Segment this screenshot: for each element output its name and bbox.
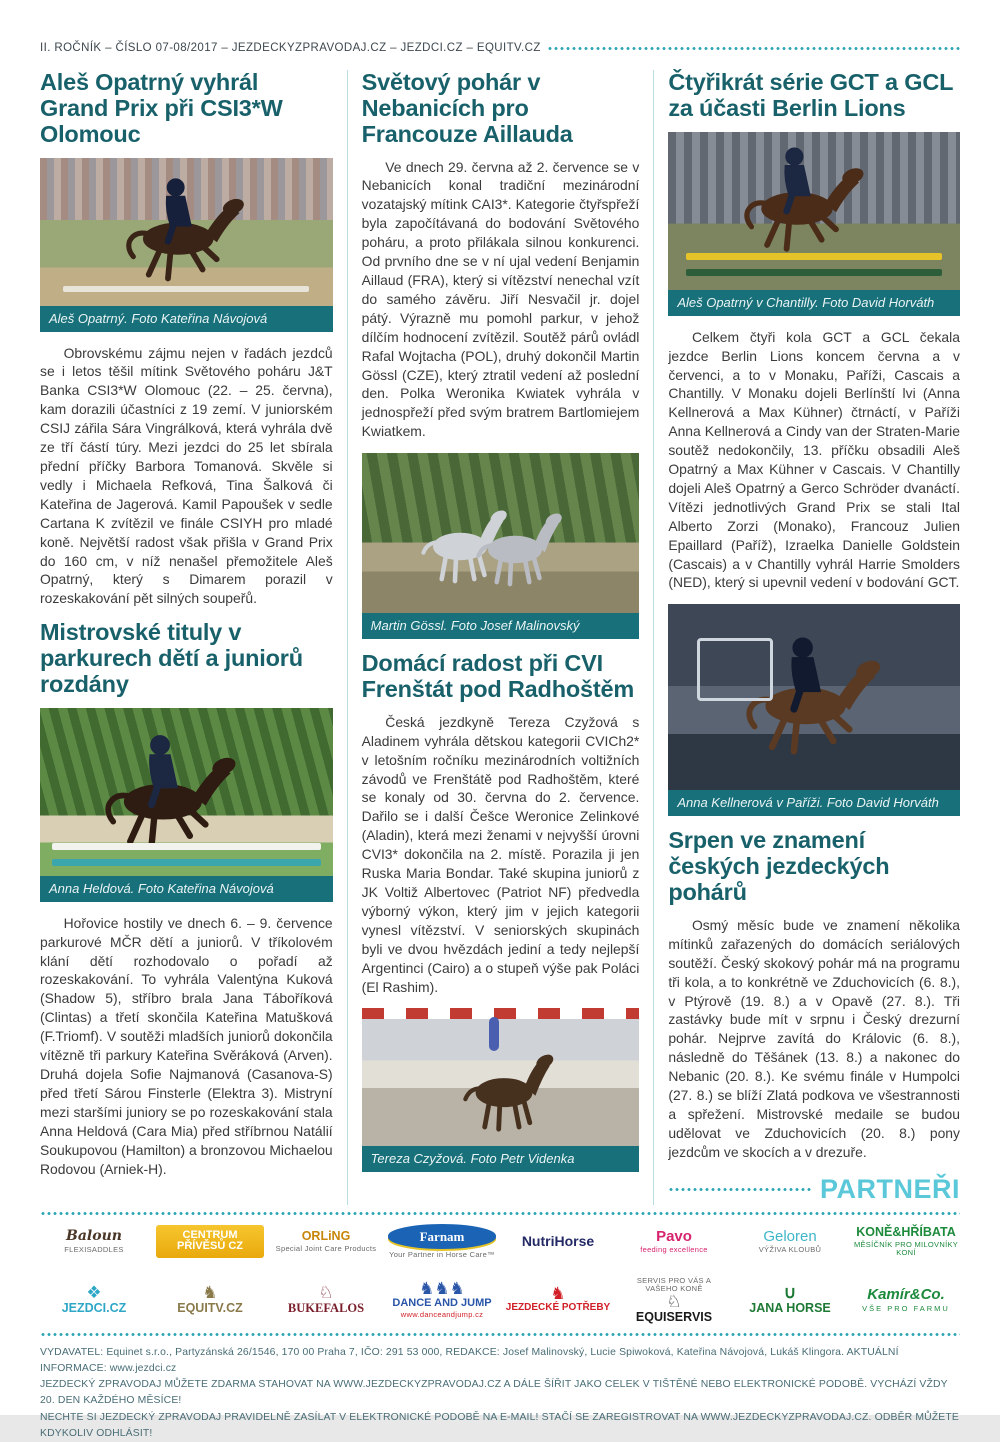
logo-geloren: Geloren VÝŽIVA KLOUBŮ [758, 1227, 822, 1255]
imprint-line-download: JEZDECKÝ ZPRAVODAJ MŮŽETE ZDARMA STAHOVAT NA WWW.JEZDECKYZPRAVODAJ.CZ A DÁLE ŠÍŘIT JAKO CELEK V TIŠTĚNÉ NEBO ELEKTRONICKÉ PODOBĚ. VYCHÁZÍ VŽDY 20. DEN KAŽDÉHO MĚSÍCE! [40, 1379, 948, 1407]
logo-pavo: Pavo feeding excellence [640, 1227, 708, 1255]
horseshoe-icon: ∪ [783, 1283, 797, 1303]
logo-equiservis: SERVIS PRO VÁS A VAŠEHO KONĚ ♘ EQUISERVIS [620, 1275, 728, 1324]
jezdci-pinwheel-icon: ❖ [86, 1283, 102, 1303]
jump-rail [52, 843, 321, 850]
logo-baloun: Baloun FLEXISADDLES [64, 1228, 124, 1254]
masthead [40, 42, 960, 54]
sponsor-board [697, 638, 773, 701]
horse-and-rider-silhouette [93, 172, 269, 287]
imprint-line-subscribe: NECHTE SI JEZDECKÝ ZPRAVODAJ PRAVIDELNĚ ZASÍLAT V ELEKTRONICKÉ PODOBĚ NA E-MAIL! STAČÍ SE ZAREGISTROVAT NA WWW.JEZDECKYZPRAVODAJ.CZ. ODBĚR MŮŽETE KDYKOLIV ODHLÁSIT! [40, 1411, 959, 1439]
photo-anna-heldova [40, 708, 333, 902]
jump-rail-green [686, 269, 943, 276]
headline-srpen: Srpen ve znamení českých jezdeckých pohárů [668, 827, 890, 906]
article-body-nebanice: Ve dnech 29. června až 2. července se v Nebanicích konal tradiční mezinárodní vozatajský mítink CAI3*. Kategorie čtyřspřeží byla započítávaná do bodování Světového poháru, a proto přilákala silnou konkurenci. Od prvního dne se v ní ujal vedení Benjamin Aillaud (FRA), který si vítězství nenechal vzít do samého závěru. Jiří Nesvačil jr. dojel pátý. Výrazně mu pomohl parkur, v jehož dílčím hodnocení zvítězil. Soutěž párů ovládl Rafal Wojtacha (POL), druhý dokončil Martin Gössl (CZE), který ztratil vedení až poslední den. Polka Weronika Kwiatek vyhrála v jednospřeží před svým bratrem Bartlomiejem Kwiatkem. [361, 158, 640, 440]
red-horse-head-icon: ♞ [550, 1284, 566, 1304]
masthead-text: II. ROČNÍK – ČÍSLO 07-08/2017 – JEZDECKYZPRAVODAJ.CZ – JEZDCI.CZ – EQUITV.CZ [40, 42, 541, 54]
photo-caption: Aleš Opatrný v Chantilly. Foto David Horváth [668, 290, 960, 316]
photo-scene-vaulting-hall [362, 1008, 640, 1146]
photo-caption: Anna Kellnerová v Paříži. Foto David Horváth [668, 790, 960, 816]
photo-caption: Martin Gössl. Foto Josef Malinovský [362, 613, 640, 639]
photo-scene-crowd-jump [40, 158, 333, 306]
logo-jezdecke-potreby: ♞ JEZDECKÉ POTŘEBY [505, 1284, 611, 1314]
jump-rail [63, 286, 309, 292]
article-columns [40, 70, 960, 1205]
partners-section [40, 1211, 960, 1337]
logo-nutrihorse: NutriHorse [521, 1233, 595, 1250]
article-body-mcr: Hořovice hostily ve dnech 6. – 9. července parkurové MČR dětí a juniorů. V tříkolovém klání dětí rozhodovalo o pořadí až rozeskakování. To vyhrála Valentýna Kuková (Shadow 5), stříbro brala Jana Táboříková (Clintas) a třetí skončila Kateřina Matušková (F.Triomf). V soutěži mladších juniorů dokončila vítězně tři parkury Kateřina Svěráková (Arven). Druhá dojela Sofie Najmanová (Casanova-S) před třetí Sárou Finsterle (Elektra 3). Mistryní mezi staršími juniory se po rozeskakování stala Anna Heldová (Cara Mia) před stříbrnou Natálií Soukupovou (Hamilton) a bronzovou Michaelou Rodovou (Arniek-H). [40, 914, 333, 1177]
jump-rail-yellow [686, 253, 943, 260]
partners-heading: PARTNEŘI [819, 1173, 960, 1204]
headline-olomouc: Aleš Opatrný vyhrál Grand Prix při CSI3*W Olomouc [40, 69, 283, 147]
headline-gct-gcl: Čtyřikrát série GCT a GCL za účasti Berlin Lions [668, 69, 953, 121]
imprint-line-publisher: VYDAVATEL: Equinet s.r.o., Partyzánská 26/1546, 170 00 Praha 7, IČO: 291 53 000, REDAKCE: Josef Malinovský, Lucie Spiwoková, Kateřina Návojová, Lukáš Klingora. AKTUÁLNÍ INFORMACE: www.jezdci.cz [40, 1347, 899, 1375]
imprint-footer [40, 1345, 960, 1442]
article-body-srpen: Osmý měsíc bude ve znamení několika mítinků zařazených do domácích seriálových soutěží. Český skokový pohár má na programu tři kola, a to konkrétně ve Zduchovicích (6. 8.), v Ptýrově (19. 8.) a v Opavě (27. 8.). Tři zastávky bude mít v srpnu i Český drezurní pohár. Nejprve zavítá do Královic (6. 8.), následně do Těšánek (13. 8.) a nakonec do Nebanic (20. 8.). Ke svému finále v Humpolci (27. 8.) se blíží Zlatá podkova ve všestrannosti a spřežení. Mistrovské medaile se budou udělovat ve Zduchovicích (20. 8.) pony jezdcům ve skocích a v drezuře. [668, 916, 960, 1160]
equitv-horse-icon: ♞ [202, 1283, 218, 1303]
logo-dance-and-jump: ♞♞♞ DANCE AND JUMP www.danceandjump.cz [388, 1280, 496, 1319]
logo-kone-hribata: KONĚ&HŘÍBATA MĚSÍČNÍK PRO MILOVNÍKY KONÍ [853, 1225, 959, 1257]
horse-and-rider-silhouette [75, 728, 256, 856]
partners-logo-row-1 [40, 1216, 960, 1268]
partners-bottom-rule [40, 1332, 960, 1337]
photo-caption: Aleš Opatrný. Foto Kateřina Návojová [40, 306, 333, 332]
photo-caption: Tereza Czyžová. Foto Petr Videnka [362, 1146, 640, 1172]
vaulting-horse-silhouette [434, 1039, 578, 1136]
logo-jezdci-cz: ❖ JEZDCI.CZ [40, 1284, 148, 1315]
carriage-horse-silhouette [456, 498, 578, 591]
column-3 [653, 70, 960, 1205]
headline-frenstat: Domácí radost při CVI Frenštát pod Radhoštěm [361, 650, 635, 702]
partners-logo-row-2 [40, 1267, 960, 1332]
masthead-dotted-rule [547, 46, 960, 51]
photo-martin-gossl [362, 453, 640, 639]
vaulter-figure [489, 1017, 499, 1051]
logo-farnam: Farnam Your Partner in Horse Care™ [388, 1224, 496, 1260]
logo-orling: ORLiNG Special Joint Care Products [275, 1228, 377, 1254]
headline-mcr-deti-juniori: Mistrovské tituly v parkurech dětí a juniorů rozdány [40, 619, 303, 697]
photo-ales-opatrny-olomouc [40, 158, 333, 332]
column-1 [40, 70, 347, 1205]
arena-banner [362, 1008, 640, 1019]
jump-rail [52, 859, 321, 866]
logo-kamir-co: Kamír&Co. VŠE PRO FARMU [862, 1285, 950, 1313]
photo-caption: Anna Heldová. Foto Kateřina Návojová [40, 876, 333, 902]
horse-and-rider-silhouette [715, 141, 884, 258]
article-body-frenstat: Česká jezdkyně Tereza Czyžová s Aladinem vyhrála dětskou kategorii CVICh2* v letošním ročníku mezinárodních voltižních závodů ve Frenštátě pod Radhoštěm, které se konaly od 30. června do 2. července. Dařilo se i další Češce Weronice Zelinkové (Aladin), která mezi ženami v nejvyšší úrovni CVI3* dokončila na 2. místě. Porazila ji jen Ruska Maria Bondar. Také skupina juniorů z JK Voltiž Albertovec (Patriot NF) předvedla výborný výkon, který jim v jejich kategorii vynesl vítězství. V seniorských skupinách byli ve dvou hvězdách jediní a tedy nejlepší Argentinci (Cairo) a o stupeň výše pak Poláci (El Rashim). [361, 713, 640, 995]
photo-tereza-czyzova [362, 1008, 640, 1172]
logo-bukefalos: ♘ BUKEFALOS [272, 1284, 380, 1315]
photo-scene-paris-jump [668, 604, 960, 790]
bukefalos-horse-icon: ♘ [318, 1283, 334, 1303]
article-body-gct: Celkem čtyři kola GCT a GCL čekala jezdce Berlin Lions koncem června a v červenci, a to v Monaku, Paříži, Cascais a Chantilly. V Monaku dojeli Berlínští lvi (Anna Kellnerová a Max Kühner) čtrnáctí, v Paříži Anna Kellnerová a Cindy van der Straten-Marie soutěž nedokončily, 13. příčku obsadili Aleš Opatrný a Max Kühner v Cascais. V Chantilly dojeli Aleš Opatrný a Gerco Schröder dvanáctí. Vítězi jednotlivých Grand Prix se stali Ital Alberto Zorzi (Monako), Francouz Julien Epaillard (Paříž), Izraelka Danielle Goldstein (Cascais) a v Chantilly vyhrál Harrie Smolders (NED), který si upevnil vedení v bodování GCT. [668, 328, 960, 591]
photo-scene-driving [362, 453, 640, 613]
photo-ales-opatrny-chantilly [668, 132, 960, 316]
logo-centrum-privesu: CENTRUM PŘÍVĚSŮ CZ [156, 1225, 264, 1258]
headline-nebanice: Světový pohár v Nebanicích pro Francouze Aillauda [361, 69, 573, 147]
photo-anna-kellnerova [668, 604, 960, 816]
logo-jana-horse: ∪ JANA HORSE [736, 1284, 844, 1315]
photo-scene-forest-jump [40, 708, 333, 876]
column-2 [347, 70, 654, 1205]
partners-heading-row [668, 1174, 960, 1205]
equiservis-horse-icon: ♘ [666, 1291, 682, 1311]
logo-equitv-cz: ♞ EQUITV.CZ [156, 1284, 264, 1315]
photo-scene-stadium-jump [668, 132, 960, 290]
article-body-olomouc: Obrovskému zájmu nejen v řadách jezdců se i letos těšil mítink Světového poháru J&T Banka CSI3*W Olomouc (22. – 25. června), kam dorazili účastníci z 19 zemí. V juniorském CSIJ zářila Sára Vingrálková, která vyhrála dvě ze tří částí túry. Mezi jezdci do 25 let sbírala přední příčky Barbora Tomanová. Skvěle si vedly i Michaela Refková, Tina Šalková či Kateřina de Jagerová. Kamil Papoušek v sedle Cartana K zvítězil ve finále CSIYH pro mladé koně. Největší radost však přišla v Grand Prix do 160 cm, v níž nenašel přemožitele Aleš Opatrný, který s Dimarem porazil v rozeskakování pět silných soupeřů. [40, 344, 333, 607]
partners-dotted-rule [668, 1187, 812, 1192]
dance-and-jump-horses-icon: ♞♞♞ [419, 1278, 465, 1298]
